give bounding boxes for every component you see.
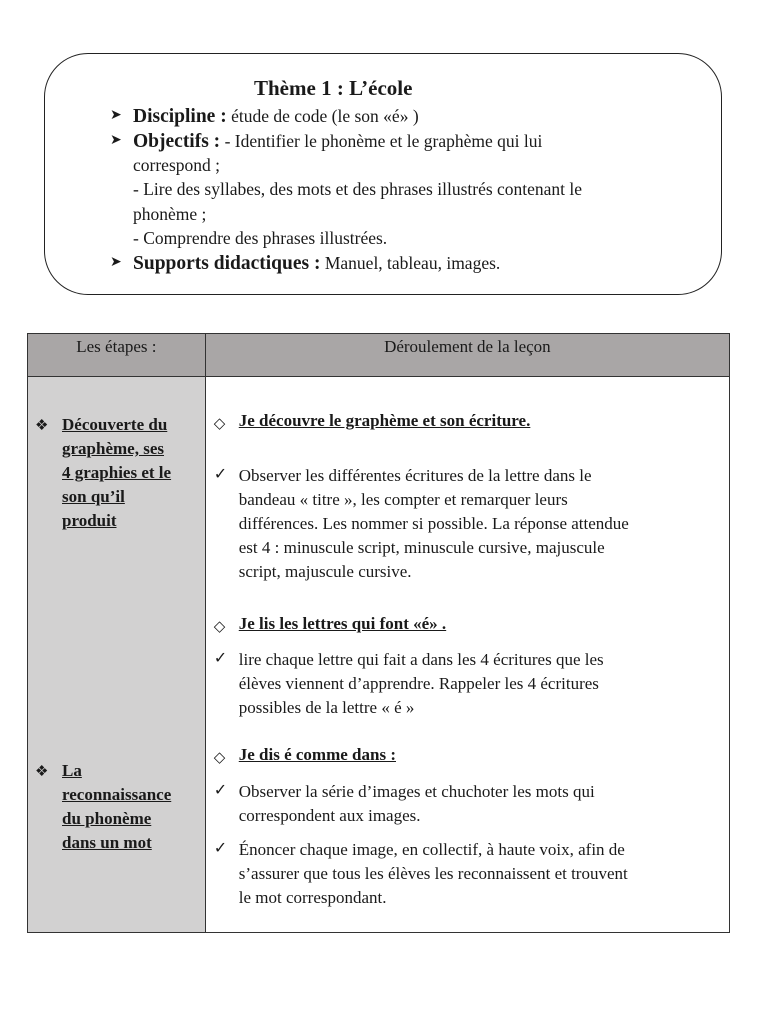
section-2-item-1: lire chaque lettre qui fait a dans les 4 écritures que les élèves viennent d’apprendre. Rappeler les 4 écritures possibles de la lettre « é » <box>238 650 604 717</box>
page-title: Thème 1 : L’école <box>254 76 413 100</box>
supports-label: Supports didactiques : <box>133 253 321 274</box>
diamond-bullet-icon: ❖ <box>35 418 49 434</box>
arrow-bullet-icon: ➤ <box>110 255 122 270</box>
section-title-1: Je découvre le graphème et son écriture. <box>238 411 531 430</box>
open-diamond-icon: ◇ <box>213 750 226 766</box>
discipline-label: Discipline : <box>133 106 227 127</box>
stages-cell <box>28 377 206 933</box>
objectifs-label: Objectifs : <box>133 131 221 152</box>
objectifs-line2: correspond ; <box>133 155 220 175</box>
lesson-table <box>27 333 730 933</box>
objectifs-line <box>133 129 542 154</box>
section-3-item-2: Énoncer chaque image, en collectif, à haute voix, afin de s’assurer que tous les élèves les reconnaissent et trouvent le mot correspondant. <box>238 840 628 907</box>
section-1-item-1: Observer les différentes écritures de la lettre dans le bandeau « titre », les compter et remarquer leurs différences. Les nommer si possible. La réponse attendue est 4 : minuscule script, minuscule cursive, majuscule script, majuscule cursive. <box>238 466 629 581</box>
discipline-text: étude de code (le son «é» ) <box>231 106 419 126</box>
check-icon: ✓ <box>213 650 228 667</box>
stage-decouverte: Découverte du graphème, ses 4 graphies et le son qu’il produit <box>62 415 172 530</box>
column-header-stages: Les étapes : <box>28 334 206 377</box>
supports-text: Manuel, tableau, images. <box>324 253 501 273</box>
stage-reconnaissance: La reconnaissance du phonème dans un mot <box>62 761 172 852</box>
objectifs-line5: - Comprendre des phrases illustrées. <box>133 228 388 248</box>
section-title-2: Je lis les lettres qui font «é» . <box>238 614 447 633</box>
lesson-cell <box>205 377 729 933</box>
section-3-item-1: Observer la série d’images et chuchoter les mots qui correspondent aux images. <box>238 782 595 825</box>
column-header-lesson: Déroulement de la leçon <box>205 334 729 377</box>
objectifs-line1: - Identifier le phonème et le graphème qui lui <box>224 131 543 151</box>
objectifs-line3: - Lire des syllabes, des mots et des phrases illustrés contenant le <box>133 179 583 199</box>
section-title-3: Je dis é comme dans : <box>238 745 396 764</box>
check-icon: ✓ <box>213 466 228 483</box>
discipline-line <box>133 104 419 129</box>
open-diamond-icon: ◇ <box>213 619 226 635</box>
supports-line <box>133 251 500 276</box>
check-icon: ✓ <box>213 840 228 857</box>
open-diamond-icon: ◇ <box>213 416 226 432</box>
arrow-bullet-icon: ➤ <box>110 133 122 148</box>
check-icon: ✓ <box>213 782 228 799</box>
diamond-bullet-icon: ❖ <box>35 764 49 780</box>
arrow-bullet-icon: ➤ <box>110 108 122 123</box>
objectifs-line4: phonème ; <box>133 204 207 224</box>
